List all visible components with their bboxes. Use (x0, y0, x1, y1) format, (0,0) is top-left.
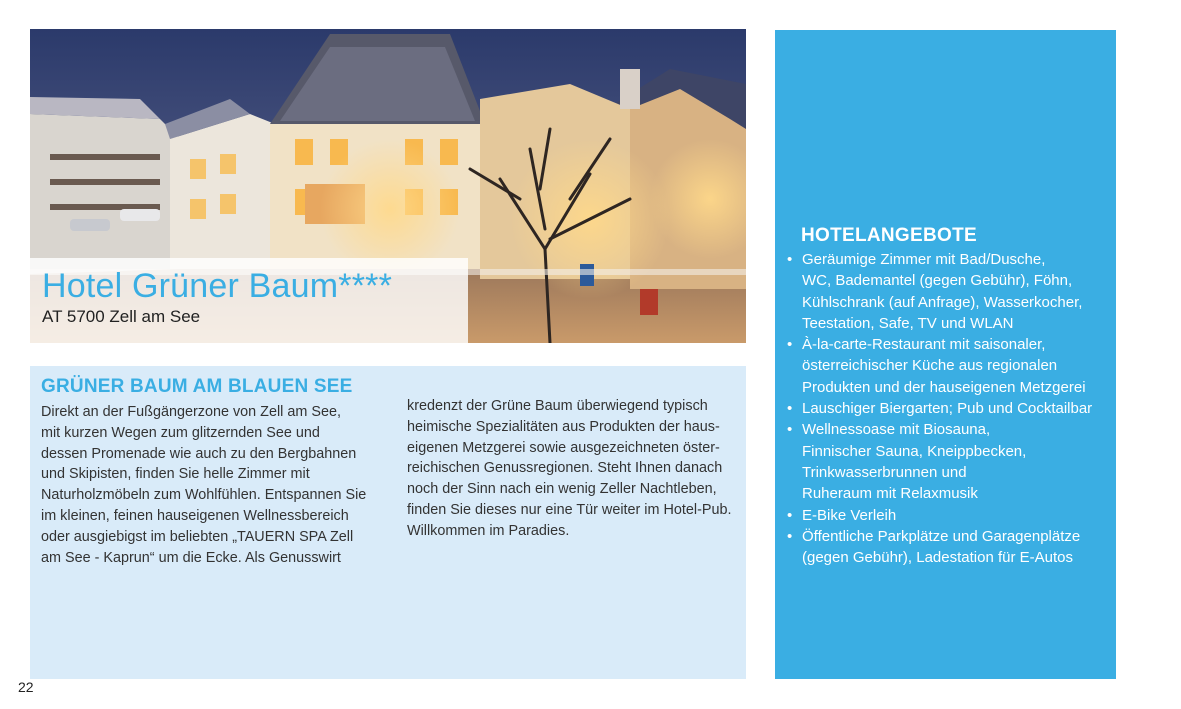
offers-heading: HOTELANGEBOTE (801, 225, 977, 246)
list-item (787, 249, 1112, 334)
bullet-icon: • (787, 336, 793, 354)
offer-line: Finnischer Sauna, Kneippbecken, (802, 442, 1027, 460)
list-item (787, 398, 1112, 419)
offer-line: Lauschiger Biergarten; Pub und Cocktailbar (802, 400, 1093, 418)
text-line: noch der Sinn nach ein wenig Zeller Nachtleben, (407, 481, 717, 498)
text-line: Naturholzmöbeln zum Wohlfühlen. Entspannen Sie (41, 487, 367, 504)
offer-line: Teestation, Safe, TV und WLAN (802, 314, 1014, 332)
offers-list (787, 249, 1112, 568)
text-line: mit kurzen Wegen zum glitzernden See und (41, 424, 320, 441)
text-line: Willkommen im Paradies. (407, 522, 570, 539)
list-item (787, 334, 1112, 398)
text-line: Direkt an der Fußgängerzone von Zell am See, (41, 404, 341, 420)
hotel-title-box (30, 258, 468, 343)
offer-line: Ruheraum mit Relaxmusik (802, 485, 978, 503)
description-column-2 (407, 396, 738, 542)
bullet-icon: • (787, 421, 793, 439)
offer-line: österreichischer Küche aus regionalen (802, 357, 1058, 375)
text-line: finden Sie dieses nur eine Tür weiter im Hotel-Pub. (407, 501, 732, 518)
offer-line: (gegen Gebühr), Ladestation für E-Autos (802, 549, 1073, 567)
text-line: kredenzt der Grüne Baum überwiegend typisch (407, 398, 708, 414)
hotel-address: AT 5700 Zell am See (42, 307, 201, 326)
offer-line: Kühlschrank (auf Anfrage), Wasserkocher, (802, 293, 1083, 311)
text-line: heimische Spezialitäten aus Produkten der haus- (407, 418, 720, 435)
page-number: 22 (18, 679, 34, 695)
bullet-icon: • (787, 527, 793, 545)
offer-line: Produkten und der hauseigenen Metzgerei (802, 378, 1086, 396)
text-line: im kleinen, feinen hauseigenen Wellnessbereich (41, 507, 349, 524)
list-item (787, 419, 1112, 504)
offer-line: À-la-carte-Restaurant mit saisonaler, (802, 336, 1046, 354)
offer-line: Geräumige Zimmer mit Bad/Dusche, (802, 251, 1046, 268)
text-line: eigenen Metzgerei sowie ausgezeichneten öster- (407, 439, 720, 456)
text-line: dessen Promenade wie auch zu den Bergbahnen (41, 445, 357, 462)
text-line: reichischen Genussregionen. Steht Ihnen danach (407, 460, 723, 477)
description-column-1 (41, 402, 372, 568)
bullet-icon: • (787, 400, 793, 418)
bullet-icon: • (787, 251, 793, 268)
description-panel (30, 366, 746, 679)
list-item (787, 505, 1112, 526)
offer-line: Trinkwasserbrunnen und (802, 463, 967, 481)
offer-line: E-Bike Verleih (802, 506, 897, 524)
offer-line: Öffentliche Parkplätze und Garagenplätze (802, 527, 1081, 545)
text-line: am See - Kaprun“ um die Ecke. Als Genusswirt (41, 549, 341, 566)
hotel-name: Hotel Grüner Baum**** (42, 267, 393, 305)
text-line: oder ausgiebigst im beliebten „TAUERN SPA Zell (41, 528, 354, 545)
text-line: und Skipisten, finden Sie helle Zimmer mit (41, 466, 310, 483)
bullet-icon: • (787, 506, 793, 524)
description-heading: GRÜNER BAUM AM BLAUEN SEE (41, 376, 353, 397)
offer-line: Wellnessoase mit Biosauna, (802, 421, 991, 439)
offer-line: WC, Bademantel (gegen Gebühr), Föhn, (802, 272, 1073, 290)
hotel-offers-panel (775, 30, 1116, 679)
list-item (787, 526, 1112, 569)
